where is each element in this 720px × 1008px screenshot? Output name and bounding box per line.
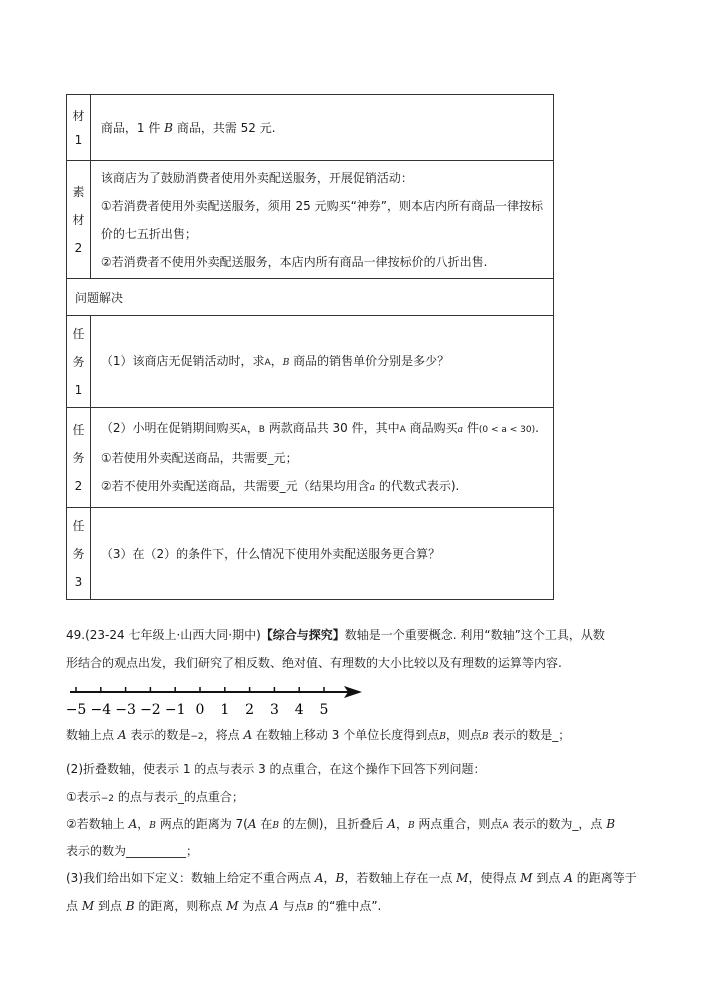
text-run: ， [395, 817, 408, 831]
math-symbol: a [457, 424, 464, 435]
math-symbol: −2 [100, 794, 115, 804]
math-symbol: B [439, 732, 446, 742]
math-symbol: B [149, 821, 156, 831]
math-symbol: B [272, 821, 279, 831]
row-label-char: 任 [72, 422, 85, 437]
text-run: 与点 [278, 899, 307, 913]
math-symbol: B [258, 424, 265, 435]
text-run: ， [246, 420, 259, 435]
text-run: 表示的数是_； [488, 728, 571, 742]
text-run: 该商店为了鼓励消费者使用外卖配送服务，开展促销活动： [100, 170, 413, 185]
text-run: （1）该商店无促销活动时，求 [100, 353, 265, 368]
text-run: (2)折叠数轴，使表示 1 的点与表示 3 的点重合，在这个操作下回答下列问题： [66, 762, 486, 776]
content-line [101, 248, 543, 276]
text-run: 商品，1 件 [100, 120, 165, 135]
math-symbol: M [520, 871, 533, 885]
row-label [67, 316, 91, 408]
math-symbol: A [399, 424, 406, 435]
row-content [90, 408, 553, 508]
question-intro-2: 形结合的观点出发，我们研究了相反数、绝对值、有理数的大小比较以及有理数的运算等内容. [66, 656, 562, 670]
number-line-tick-label: −2 [140, 702, 161, 718]
text-run: 的左侧)，且折叠后 [278, 817, 388, 831]
table-row [67, 95, 554, 161]
math-symbol: A [387, 817, 396, 831]
question-line [66, 842, 198, 859]
content-line [101, 192, 543, 220]
text-run: 到点 [94, 899, 126, 913]
text-run: ②若不使用外卖配送商品，共需要_元（结果均用含 [100, 478, 370, 493]
text-run: ，若数轴上存在一点 [344, 871, 457, 885]
row-content [90, 161, 553, 279]
question-header [66, 626, 605, 643]
content-line [101, 164, 543, 192]
text-run: 的距离，则称点 [134, 899, 227, 913]
table-row [67, 408, 554, 508]
row-label-char: 任 [72, 518, 85, 533]
text-run: ②若数轴上 [66, 817, 129, 831]
text-run: 商品，共需 52 元. [173, 120, 276, 135]
text-run: ①若使用外卖配送商品，共需要_元； [100, 450, 298, 465]
question-line [66, 760, 486, 777]
row-label-char: 素 [72, 184, 85, 199]
text-run: 件 [463, 420, 479, 435]
table-row [67, 508, 554, 600]
number-line-svg [66, 684, 366, 718]
math-symbol: B [335, 871, 345, 885]
number-line-tick-label: 2 [245, 702, 255, 718]
text-run: ①表示 [66, 790, 101, 804]
activity-table [66, 94, 554, 600]
row-label [67, 508, 91, 600]
row-label-char: 务 [72, 450, 85, 465]
row-label-char: 务 [72, 546, 85, 561]
text-run: ，使得点 [468, 871, 521, 885]
content-line [101, 541, 543, 567]
math-symbol: M [456, 871, 469, 885]
row-label-char: 材 [72, 212, 85, 227]
text-run: 两款商品共 30 件，其中 [264, 420, 400, 435]
content-line [101, 472, 543, 502]
text-run: 点 [66, 899, 82, 913]
math-symbol: A [128, 817, 138, 831]
text-run: 两点重合，则点 [414, 817, 503, 831]
text-run: 的“雅中点”. [313, 899, 382, 913]
number-line-tick-label: −1 [164, 702, 186, 718]
number-line [66, 684, 366, 722]
text-run: ①若消费者使用外卖配送服务，须用 25 元购买“神券”，则本店内所有商品一律按标 [100, 198, 543, 213]
math-symbol: B [306, 903, 314, 913]
question-line [66, 815, 615, 832]
text-run: 到点 [532, 871, 565, 885]
math-symbol: B [606, 817, 616, 831]
content-line [101, 115, 543, 141]
math-symbol: B [407, 821, 415, 831]
row-label-char: 任 [72, 326, 85, 341]
math-symbol: (0 < a < 30) [478, 424, 536, 435]
math-symbol: A [240, 424, 247, 435]
row-label-char: 材 [72, 108, 85, 123]
text-run: (3)我们给出如下定义：数轴上给定不重合两点 [66, 871, 315, 885]
row-label [67, 408, 91, 508]
number-line-tick-label: −4 [90, 702, 112, 718]
section-heading: 问题解决 [67, 279, 554, 316]
text-run: （2）小明在促销期间购买 [100, 420, 241, 435]
content-line [101, 444, 543, 472]
math-symbol: A [564, 871, 573, 885]
number-line-tick-label: 4 [294, 702, 304, 718]
math-symbol: a [369, 482, 376, 493]
content-line [101, 220, 543, 248]
row-label-char: 1 [74, 382, 83, 397]
number-line-tick-label: 5 [319, 702, 329, 718]
table-row [67, 316, 554, 408]
text-run: 表示的数为__________； [66, 844, 199, 858]
text-run: ， [137, 817, 150, 831]
row-label-char: 1 [74, 132, 83, 147]
text-run: 在 [256, 817, 273, 831]
text-run: 两点的距离为 7( [155, 817, 248, 831]
math-symbol: B [125, 899, 135, 913]
row-label [67, 95, 91, 161]
text-run: 表示的数为_，点 [508, 817, 607, 831]
content-line [101, 348, 543, 376]
math-symbol: M [226, 899, 239, 913]
math-symbol: A [270, 899, 279, 913]
question-source: (23-24 七年级上·山西大同·期中) [85, 628, 261, 642]
row-label [67, 161, 91, 279]
row-content [90, 508, 553, 600]
text-run: . [535, 420, 539, 435]
content-line [101, 414, 543, 444]
text-run: 在数轴上移动 3 个单位长度得到点 [252, 728, 440, 742]
number-line-tick-label: 3 [269, 702, 279, 718]
question-line [66, 726, 570, 743]
row-label-char: 2 [74, 478, 83, 493]
number-line-tick-label: 1 [220, 702, 230, 718]
row-content [90, 316, 553, 408]
text-run: ， [270, 353, 283, 368]
question-line [66, 869, 637, 886]
math-symbol: −2 [190, 732, 204, 742]
text-run: 价的七五折出售； [100, 226, 197, 241]
text-run: 表示的数是 [126, 728, 191, 742]
math-symbol: B [164, 120, 173, 135]
text-run: 的点与表示_的点重合； [114, 790, 244, 804]
question-line [66, 897, 381, 914]
math-symbol: A [502, 821, 509, 831]
text-run: ， [323, 871, 336, 885]
question-number: 49. [66, 628, 86, 642]
math-symbol: B [282, 357, 290, 368]
math-symbol: A [117, 728, 127, 742]
math-symbol: B [481, 732, 489, 742]
row-label-char: 3 [74, 574, 83, 589]
number-line-tick-label: −5 [66, 702, 87, 718]
row-content [90, 95, 553, 161]
text-run: （3）在（2）的条件下，什么情况下使用外卖配送服务更合算？ [100, 546, 441, 561]
math-symbol: A [264, 357, 271, 368]
question-tag: 【综合与探究】 [260, 628, 345, 642]
math-symbol: M [81, 899, 95, 913]
text-run: ②若消费者不使用外卖配送服务，本店内所有商品一律按标价的八折出售. [100, 254, 488, 269]
text-run: ，则点 [445, 728, 482, 742]
text-run: 为点 [238, 899, 271, 913]
text-run: 商品的销售单价分别是多少？ [289, 353, 450, 368]
text-run: 商品购买 [405, 420, 458, 435]
question-line [66, 788, 244, 805]
math-symbol: A [314, 871, 324, 885]
text-run: 的代数式表示). [375, 478, 460, 493]
number-line-tick-label: −3 [115, 702, 136, 718]
text-run: ，将点 [203, 728, 244, 742]
table-row [67, 161, 554, 279]
text-run: 数轴上点 [66, 728, 118, 742]
math-symbol: A [243, 728, 253, 742]
row-label-char: 务 [72, 354, 85, 369]
table-row [67, 279, 554, 316]
number-line-tick-label: 0 [195, 702, 205, 718]
text-run: 的距离等于 [572, 871, 637, 885]
row-label-char: 2 [74, 240, 83, 255]
math-symbol: A [247, 817, 257, 831]
question-intro-1: 数轴是一个重要概念. 利用“数轴”这个工具，从数 [344, 628, 605, 642]
